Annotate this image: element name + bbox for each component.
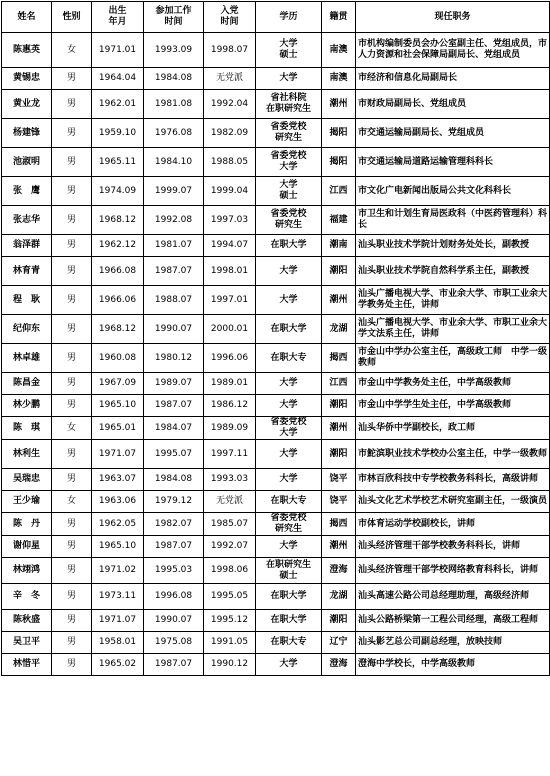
cell-birth: 1963.07 — [92, 469, 144, 491]
cell-birth: 1965.02 — [92, 654, 144, 676]
cell-work-start: 1988.07 — [144, 286, 204, 315]
cell-gender: 男 — [52, 610, 92, 632]
cell-work-start: 1990.07 — [144, 610, 204, 632]
cell-party-join: 1997.11 — [204, 440, 256, 469]
cell-position: 汕头华侨中学副校长，政工师 — [356, 417, 550, 440]
cell-education: 大学 — [256, 257, 322, 286]
cell-position: 市金山中学教务处主任，中学高级教师 — [356, 373, 550, 395]
cell-position: 汕头影艺总公司副总经理，放映技师 — [356, 632, 550, 654]
cell-native-place: 福建 — [322, 206, 356, 235]
cell-birth: 1965.10 — [92, 536, 144, 558]
cell-gender: 男 — [52, 235, 92, 257]
cell-gender: 男 — [52, 584, 92, 610]
cell-gender: 男 — [52, 632, 92, 654]
cell-gender: 女 — [52, 491, 92, 513]
cell-party-join: 无党派 — [204, 68, 256, 90]
cell-name: 林育青 — [2, 257, 52, 286]
cell-work-start: 1984.10 — [144, 148, 204, 177]
cell-education: 大学 — [256, 68, 322, 90]
cell-gender: 男 — [52, 344, 92, 373]
cell-education: 大学 — [256, 654, 322, 676]
table-row — [2, 469, 550, 491]
cell-position: 市机构编制委员会办公室副主任、党组成员，市人力资源和社会保障局副局长、党组成员 — [356, 33, 550, 68]
table-header-row — [2, 2, 550, 33]
cell-native-place: 潮州 — [322, 286, 356, 315]
cell-position: 市鮀滨职业技术学校办公室主任，中学一级教师 — [356, 440, 550, 469]
cell-party-join: 1998.07 — [204, 33, 256, 68]
cell-name: 程 耿 — [2, 286, 52, 315]
cell-work-start: 1982.07 — [144, 513, 204, 536]
cell-education: 大学 — [256, 440, 322, 469]
cell-name: 吴卫平 — [2, 632, 52, 654]
table-row — [2, 119, 550, 148]
cell-birth: 1971.07 — [92, 610, 144, 632]
cell-birth: 1962.05 — [92, 513, 144, 536]
cell-birth: 1966.06 — [92, 286, 144, 315]
cell-work-start: 1987.07 — [144, 654, 204, 676]
cell-name: 陈昌金 — [2, 373, 52, 395]
cell-gender: 男 — [52, 206, 92, 235]
cell-party-join: 1989.01 — [204, 373, 256, 395]
cell-native-place: 潮州 — [322, 90, 356, 119]
table-row — [2, 654, 550, 676]
cell-position: 汕头经济管理干部学校教务科科长，讲师 — [356, 536, 550, 558]
cell-party-join: 1998.01 — [204, 257, 256, 286]
cell-birth: 1971.01 — [92, 33, 144, 68]
cell-birth: 1963.06 — [92, 491, 144, 513]
cell-native-place: 江西 — [322, 373, 356, 395]
cell-position: 市卫生和计划生育局医政科（中医药管理科）科长 — [356, 206, 550, 235]
cell-native-place: 潮阳 — [322, 257, 356, 286]
table-row — [2, 610, 550, 632]
cell-education: 省委党校 研究生 — [256, 119, 322, 148]
cell-work-start: 1984.07 — [144, 417, 204, 440]
cell-name: 张志华 — [2, 206, 52, 235]
cell-gender: 女 — [52, 417, 92, 440]
cell-position: 汕头职业技术学院自然科学系主任，副教授 — [356, 257, 550, 286]
header-education: 学历 — [256, 2, 322, 33]
cell-party-join: 1992.04 — [204, 90, 256, 119]
header-gender: 性别 — [52, 2, 92, 33]
cell-name: 黄锡忠 — [2, 68, 52, 90]
table-row — [2, 148, 550, 177]
cell-education: 在职研究生 硕士 — [256, 558, 322, 584]
cell-name: 辛 冬 — [2, 584, 52, 610]
cell-work-start: 1990.07 — [144, 315, 204, 344]
cell-party-join: 1988.05 — [204, 148, 256, 177]
cell-party-join: 1989.09 — [204, 417, 256, 440]
cell-gender: 男 — [52, 148, 92, 177]
cell-work-start: 1989.07 — [144, 373, 204, 395]
cell-birth: 1958.01 — [92, 632, 144, 654]
cell-education: 省委党校 大学 — [256, 417, 322, 440]
table-row — [2, 206, 550, 235]
cell-native-place: 揭西 — [322, 344, 356, 373]
cell-party-join: 1994.07 — [204, 235, 256, 257]
cell-name: 陈 丹 — [2, 513, 52, 536]
cell-position: 市交通运输局副局长、党组成员 — [356, 119, 550, 148]
cell-party-join: 1986.12 — [204, 395, 256, 417]
cell-native-place: 南澳 — [322, 68, 356, 90]
cell-birth: 1965.11 — [92, 148, 144, 177]
cell-native-place: 潮阳 — [322, 610, 356, 632]
cell-name: 谢仰星 — [2, 536, 52, 558]
cell-birth: 1965.10 — [92, 395, 144, 417]
cell-work-start: 1999.07 — [144, 177, 204, 206]
header-position: 现任职务 — [356, 2, 550, 33]
cell-party-join: 1985.07 — [204, 513, 256, 536]
cell-gender: 男 — [52, 177, 92, 206]
cell-name: 吴瑞忠 — [2, 469, 52, 491]
cell-party-join: 1998.06 — [204, 558, 256, 584]
cell-position: 汕头广播电视大学、市业余大学、市职工业余大学文法系主任，讲师 — [356, 315, 550, 344]
cell-education: 大学 — [256, 395, 322, 417]
cell-birth: 1967.09 — [92, 373, 144, 395]
cadre-table — [1, 1, 550, 676]
cell-education: 在职大学 — [256, 584, 322, 610]
cell-education: 大学 — [256, 286, 322, 315]
cell-name: 陈 琪 — [2, 417, 52, 440]
cell-gender: 男 — [52, 373, 92, 395]
cell-name: 池淑明 — [2, 148, 52, 177]
cell-gender: 男 — [52, 469, 92, 491]
cell-position: 汕头经济管理干部学校网络教育科科长，讲师 — [356, 558, 550, 584]
table-row — [2, 536, 550, 558]
cell-party-join: 1992.07 — [204, 536, 256, 558]
cell-native-place: 揭阳 — [322, 119, 356, 148]
cell-gender: 男 — [52, 90, 92, 119]
cell-gender: 男 — [52, 119, 92, 148]
cell-gender: 男 — [52, 558, 92, 584]
table-row — [2, 68, 550, 90]
table-row — [2, 632, 550, 654]
cell-birth: 1962.01 — [92, 90, 144, 119]
cell-education: 在职大学 — [256, 235, 322, 257]
table-row — [2, 513, 550, 536]
cell-name: 林卓雄 — [2, 344, 52, 373]
table-row — [2, 177, 550, 206]
cell-party-join: 1993.03 — [204, 469, 256, 491]
header-work-start: 参加工作 时间 — [144, 2, 204, 33]
cell-name: 翁泽群 — [2, 235, 52, 257]
cell-native-place: 南澳 — [322, 33, 356, 68]
cell-position: 市金山中学学生处主任，中学高级教师 — [356, 395, 550, 417]
table-row — [2, 90, 550, 119]
table-row — [2, 373, 550, 395]
cell-position: 市文化广电新闻出版局公共文化科科长 — [356, 177, 550, 206]
cell-birth: 1965.01 — [92, 417, 144, 440]
cell-name: 陈惠英 — [2, 33, 52, 68]
cell-party-join: 1996.06 — [204, 344, 256, 373]
cell-position: 汕头高速公路公司总经理助理，高级经济师 — [356, 584, 550, 610]
table-row — [2, 558, 550, 584]
cell-birth: 1962.12 — [92, 235, 144, 257]
cell-native-place: 潮州 — [322, 536, 356, 558]
cell-birth: 1974.09 — [92, 177, 144, 206]
cell-name: 林利生 — [2, 440, 52, 469]
table-row — [2, 395, 550, 417]
cell-education: 省委党校 大学 — [256, 148, 322, 177]
cell-education: 在职大专 — [256, 632, 322, 654]
cell-gender: 男 — [52, 536, 92, 558]
table-row — [2, 235, 550, 257]
table-row — [2, 257, 550, 286]
cell-work-start: 1976.08 — [144, 119, 204, 148]
cell-native-place: 潮阳 — [322, 395, 356, 417]
cell-position: 汕头文化艺术学校艺术研究室副主任，一级演员 — [356, 491, 550, 513]
cell-education: 在职大学 — [256, 610, 322, 632]
cell-work-start: 1993.09 — [144, 33, 204, 68]
cell-education: 省委党校 研究生 — [256, 513, 322, 536]
cell-position: 澄海中学校长，中学高级教师 — [356, 654, 550, 676]
cell-work-start: 1984.08 — [144, 469, 204, 491]
cell-native-place: 饶平 — [322, 491, 356, 513]
table-row — [2, 417, 550, 440]
cell-name: 纪仰东 — [2, 315, 52, 344]
cell-birth: 1973.11 — [92, 584, 144, 610]
cell-birth: 1964.04 — [92, 68, 144, 90]
cell-name: 林翊鸿 — [2, 558, 52, 584]
cell-gender: 女 — [52, 33, 92, 68]
cell-party-join: 2000.01 — [204, 315, 256, 344]
cell-work-start: 1979.12 — [144, 491, 204, 513]
cell-party-join: 1995.12 — [204, 610, 256, 632]
cell-work-start: 1984.08 — [144, 68, 204, 90]
cell-position: 市交通运输局道路运输管理科科长 — [356, 148, 550, 177]
cell-birth: 1966.08 — [92, 257, 144, 286]
cell-native-place: 澄海 — [322, 654, 356, 676]
cell-name: 杨建锋 — [2, 119, 52, 148]
cell-name: 王少瑜 — [2, 491, 52, 513]
cell-name: 林少鹏 — [2, 395, 52, 417]
table-row — [2, 315, 550, 344]
cell-gender: 男 — [52, 286, 92, 315]
cell-work-start: 1992.08 — [144, 206, 204, 235]
cell-party-join: 无党派 — [204, 491, 256, 513]
cell-native-place: 饶平 — [322, 469, 356, 491]
cell-gender: 男 — [52, 513, 92, 536]
cell-party-join: 1997.01 — [204, 286, 256, 315]
cell-work-start: 1987.07 — [144, 257, 204, 286]
header-party-join: 入党 时间 — [204, 2, 256, 33]
cell-native-place: 潮阳 — [322, 440, 356, 469]
cell-birth: 1971.02 — [92, 558, 144, 584]
cell-gender: 男 — [52, 440, 92, 469]
cell-native-place: 揭西 — [322, 513, 356, 536]
cell-birth: 1971.07 — [92, 440, 144, 469]
cell-work-start: 1995.03 — [144, 558, 204, 584]
cell-work-start: 1981.08 — [144, 90, 204, 119]
cell-gender: 男 — [52, 395, 92, 417]
cell-gender: 男 — [52, 654, 92, 676]
table-row — [2, 286, 550, 315]
cell-work-start: 1975.08 — [144, 632, 204, 654]
cell-name: 张 鹰 — [2, 177, 52, 206]
cell-education: 大学 — [256, 469, 322, 491]
cell-position: 市林百欣科技中专学校教务科科长，高级讲师 — [356, 469, 550, 491]
cell-education: 在职大专 — [256, 344, 322, 373]
cell-education: 大学 硕士 — [256, 33, 322, 68]
cell-education: 在职大学 — [256, 315, 322, 344]
cell-work-start: 1980.12 — [144, 344, 204, 373]
cell-party-join: 1995.05 — [204, 584, 256, 610]
cell-position: 汕头职业技术学院计划财务处处长，副教授 — [356, 235, 550, 257]
cell-native-place: 澄海 — [322, 558, 356, 584]
cell-education: 大学 硕士 — [256, 177, 322, 206]
cell-party-join: 1982.09 — [204, 119, 256, 148]
cell-birth: 1968.12 — [92, 206, 144, 235]
cell-position: 市体育运动学校副校长，讲师 — [356, 513, 550, 536]
cell-gender: 男 — [52, 315, 92, 344]
table-row — [2, 440, 550, 469]
cell-work-start: 1981.07 — [144, 235, 204, 257]
cell-native-place: 潮州 — [322, 417, 356, 440]
cell-gender: 男 — [52, 68, 92, 90]
cell-party-join: 1997.03 — [204, 206, 256, 235]
table-row — [2, 33, 550, 68]
header-name: 姓名 — [2, 2, 52, 33]
cell-native-place: 龙湖 — [322, 584, 356, 610]
cell-name: 陈秋盛 — [2, 610, 52, 632]
cell-party-join: 1990.12 — [204, 654, 256, 676]
cell-native-place: 辽宁 — [322, 632, 356, 654]
cell-name: 林惜平 — [2, 654, 52, 676]
cell-birth: 1968.12 — [92, 315, 144, 344]
cell-party-join: 1991.05 — [204, 632, 256, 654]
cell-native-place: 龙湖 — [322, 315, 356, 344]
table-row — [2, 491, 550, 513]
cell-position: 市金山中学办公室主任，高级政工师 中学一级教师 — [356, 344, 550, 373]
cell-birth: 1960.08 — [92, 344, 144, 373]
cell-education: 大学 — [256, 373, 322, 395]
cell-native-place: 揭阳 — [322, 148, 356, 177]
cell-education: 省委党校 研究生 — [256, 206, 322, 235]
cell-name: 黄业龙 — [2, 90, 52, 119]
cell-party-join: 1999.04 — [204, 177, 256, 206]
cell-gender: 男 — [52, 257, 92, 286]
cell-native-place: 潮南 — [322, 235, 356, 257]
cell-native-place: 江西 — [322, 177, 356, 206]
header-birth: 出生 年月 — [92, 2, 144, 33]
cell-education: 大学 — [256, 536, 322, 558]
cell-education: 在职大专 — [256, 491, 322, 513]
cell-work-start: 1996.08 — [144, 584, 204, 610]
cell-work-start: 1995.07 — [144, 440, 204, 469]
cell-position: 汕头广播电视大学、市业余大学、市职工业余大学教务处主任，讲师 — [356, 286, 550, 315]
table-row — [2, 344, 550, 373]
cell-position: 市财政局副局长、党组成员 — [356, 90, 550, 119]
cell-education: 省社科院 在职研究生 — [256, 90, 322, 119]
header-native-place: 籍贯 — [322, 2, 356, 33]
cell-work-start: 1987.07 — [144, 536, 204, 558]
table-row — [2, 584, 550, 610]
cell-birth: 1959.10 — [92, 119, 144, 148]
cell-work-start: 1987.07 — [144, 395, 204, 417]
cell-position: 市经济和信息化局副局长 — [356, 68, 550, 90]
table-body — [2, 33, 550, 676]
cell-position: 汕头公路桥梁第一工程公司经理，高级工程师 — [356, 610, 550, 632]
